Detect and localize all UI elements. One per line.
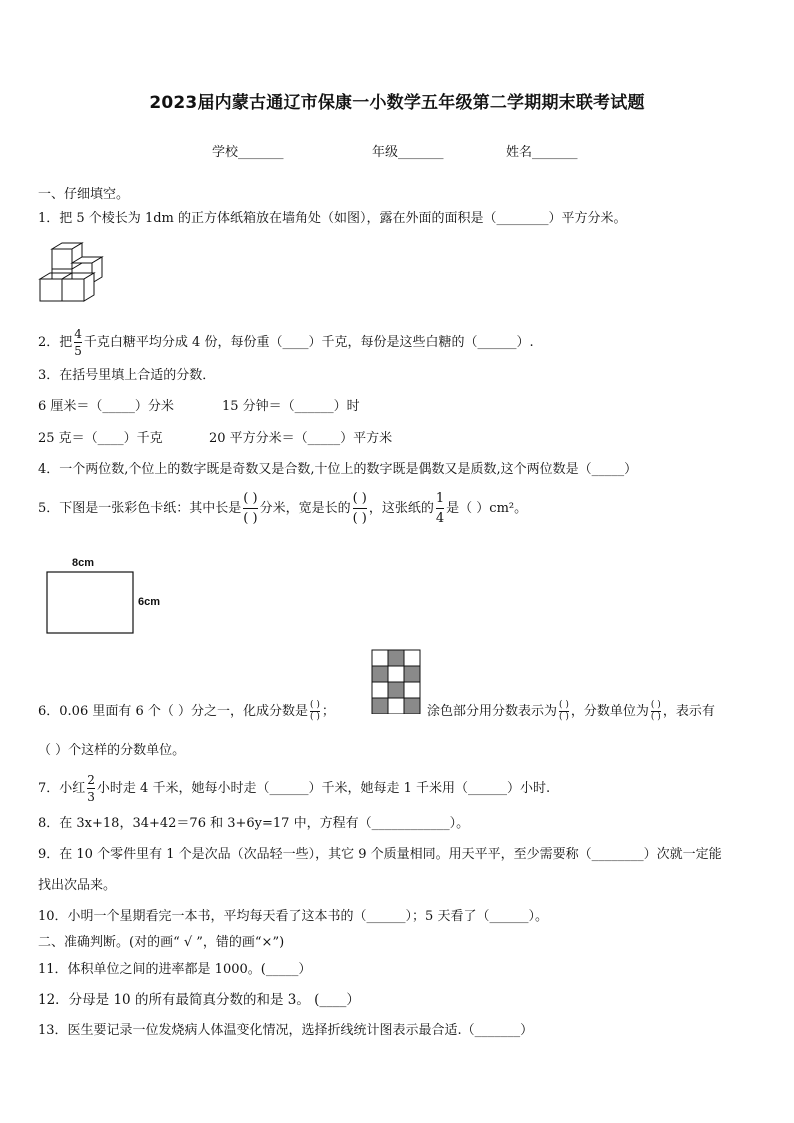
grade-field: 年级_______ — [372, 145, 444, 160]
card-width-label: 8cm — [72, 557, 95, 569]
grid-cell-shaded — [404, 666, 420, 682]
shaded-grid-figure — [371, 649, 421, 714]
question-5-text-a: 5．下图是一张彩色卡纸：其中长是 — [38, 501, 242, 516]
fraction-denominator: ( ) — [310, 712, 320, 722]
section-heading-judge: 二、准确判断。(对的画“ √ ”，错的画“×”) — [38, 935, 285, 950]
question-3-item-b: 15 分钟＝（______）时 — [222, 399, 360, 414]
grid-cell-blank — [404, 682, 420, 698]
fraction-numerator: ( ) — [650, 700, 661, 710]
page-title: 2023届内蒙古通辽市保康一小数学五年级第二学期期末联考试题 — [149, 93, 645, 113]
question-11: 11．体积单位之间的进率都是 1000。(_____） — [38, 962, 312, 977]
fraction-denominator: 4 — [435, 511, 445, 526]
fraction-numerator: ( ) — [559, 700, 569, 710]
fraction-numerator: ( ) — [352, 491, 367, 506]
fraction-numerator: 4 — [74, 327, 82, 341]
question-6-right — [427, 700, 715, 722]
fraction-denominator: ( ) — [650, 712, 661, 722]
question-2-text-a: 2．把 — [38, 335, 73, 350]
question-9-continued: 找出次品来。 — [38, 878, 117, 893]
question-12: 12．分母是 10 的所有最简真分数的和是 3。 (____） — [38, 992, 360, 1008]
fraction-denominator: ( ) — [352, 511, 367, 526]
question-7-text-b: 小时走 4 千米，她每小时走（______）千米，她每走 1 千米用（______）小时. — [96, 781, 551, 796]
grid-cell-shaded — [372, 698, 388, 714]
grid-cell-blank — [404, 650, 420, 666]
school-field: 学校_______ — [212, 145, 284, 160]
question-6-text-b: ； — [321, 704, 335, 719]
question-10: 10．小明一个星期看完一本书，平均每天看了这本书的（______）；5 天看了（______）。 — [38, 909, 548, 924]
question-4: 4．一个两位数,个位上的数字既是奇数又是合数,十位上的数字既是偶数又是质数,这个两位数是（_____） — [38, 462, 638, 477]
fraction-two-thirds — [87, 773, 95, 804]
fraction-numerator: ( ) — [243, 491, 258, 506]
question-6-text-e: ，表示有 — [662, 704, 715, 719]
question-5 — [38, 490, 527, 527]
fraction-denominator: 5 — [74, 344, 82, 358]
question-7-text-a: 7．小红 — [38, 781, 86, 796]
fraction-numerator: 2 — [87, 773, 95, 787]
grid-cell-blank — [388, 666, 404, 682]
fraction-blank-6c — [651, 701, 661, 722]
grid-cell-blank — [372, 650, 388, 666]
name-field: 姓名_______ — [506, 145, 578, 160]
question-7 — [38, 773, 550, 804]
question-5-text-b: 分米，宽是长的 — [259, 501, 351, 516]
grid-cell-blank — [372, 682, 388, 698]
question-3-item-a: 6 厘米＝（_____）分米 — [38, 399, 174, 414]
question-2-text-b: 千克白糖平均分成 4 份，每份重（____）千克，每份是这些白糖的（______）. — [83, 335, 534, 350]
question-3: 3．在括号里填上合适的分数． — [38, 368, 216, 383]
fraction-blank-length — [243, 490, 257, 527]
grid-cell-shaded — [372, 666, 388, 682]
question-5-text-d: 是（ ）cm²。 — [446, 501, 528, 516]
fraction-blank-width — [353, 490, 367, 527]
grid-cell-shaded — [404, 698, 420, 714]
question-6-continued: （ ）个这样的分数单位。 — [38, 743, 186, 758]
fraction-one-quarter — [436, 490, 444, 527]
question-9: 9．在 10 个零件里有 1 个是次品（次品轻一些），其它 9 个质量相同。用天平平，至少需要称（________）次就一定能 — [38, 847, 722, 862]
question-1: 1．把 5 个棱长为 1dm 的正方体纸箱放在墙角处（如图），露在外面的面积是（________）平方分米。 — [38, 211, 627, 226]
question-6-text-d: ，分数单位为 — [570, 704, 649, 719]
question-6-text-c: 涂色部分用分数表示为 — [427, 704, 558, 719]
question-3-item-c: 25 克＝（____）千克 — [38, 431, 163, 446]
grid-cell-blank — [388, 698, 404, 714]
question-3-item-d: 20 平方分米＝（_____）平方米 — [209, 431, 393, 446]
fraction-numerator: ( ) — [310, 700, 320, 710]
question-6 — [38, 700, 335, 722]
question-5-text-c: ，这张纸的 — [368, 501, 434, 516]
fraction-numerator: 1 — [435, 491, 445, 506]
fraction-blank-6b — [559, 701, 569, 722]
fraction-four-fifths — [74, 327, 82, 358]
question-8: 8．在 3x+18，34+42＝76 和 3+6y=17 中，方程有（____________）。 — [38, 816, 470, 831]
section-heading-fill: 一、仔细填空。 — [38, 187, 130, 202]
card-rectangle-figure — [46, 571, 136, 635]
fraction-denominator: ( ) — [559, 712, 569, 722]
question-2 — [38, 327, 534, 358]
fraction-denominator: 3 — [87, 790, 95, 804]
cube-stack-figure — [38, 241, 104, 305]
card-height-label: 6cm — [138, 596, 161, 608]
fraction-denominator: ( ) — [243, 511, 258, 526]
grid-cell-shaded — [388, 682, 404, 698]
question-13: 13．医生要记录一位发烧病人体温变化情况，选择折线统计图表示最合适.（_______） — [38, 1023, 534, 1038]
question-6-text-a: 6．0.06 里面有 6 个（ ）分之一，化成分数是 — [38, 704, 309, 719]
fraction-blank-6a — [310, 701, 320, 722]
grid-cell-shaded — [388, 650, 404, 666]
